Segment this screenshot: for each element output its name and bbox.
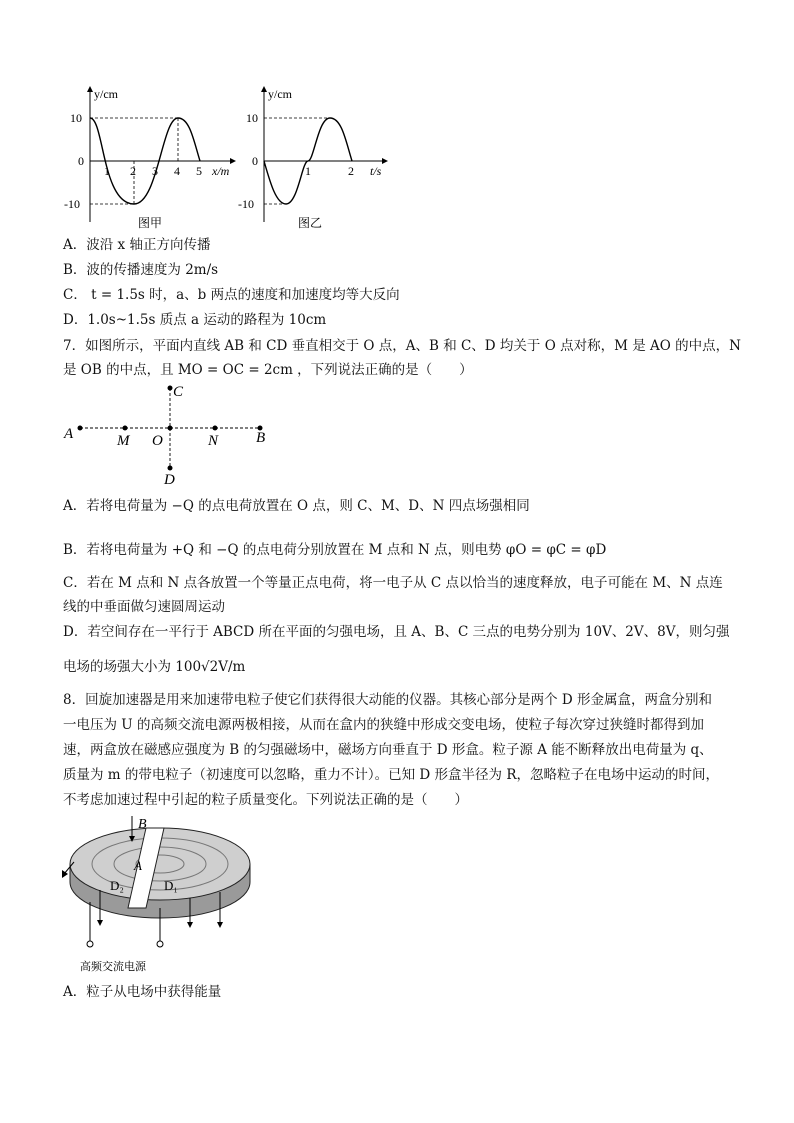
figure-caption: 图甲 <box>138 216 163 230</box>
q8-stem-line5: 不考虑加速过程中引起的粒子质量变化。下列说法正确的是（ ） <box>63 792 468 808</box>
source-a-label: A <box>134 858 142 873</box>
q8-stem-line3: 速，两盒放在磁感应强度为 B 的匀强磁场中，磁场方向垂直于 D 形盒。粒子源 A 能不断释放出电荷量为 q、 <box>63 742 713 758</box>
dee-d1-label: D₁ <box>164 878 178 893</box>
q7-option-c-line1: C．若在 M 点和 N 点各放置一个等量正点电荷，将一电子从 C 点以恰当的速度释放，电子可能在 M、N 点连 <box>63 575 723 591</box>
x-tick-2: 2 <box>130 164 136 178</box>
t-axis-label: t/s <box>370 164 382 178</box>
q7-option-a: A．若将电荷量为 −Q 的点电荷放置在 O 点，则 C、M、D、N 四点场强相同 <box>63 498 530 514</box>
t-tick-1: 1 <box>305 164 311 178</box>
y-axis-label: y/cm <box>268 87 292 101</box>
q7-option-b: B．若将电荷量为 +Q 和 −Q 的点电荷分别放置在 M 点和 N 点，则电势 φO = φC = φD <box>63 542 607 558</box>
y-tick-0: 0 <box>252 154 258 168</box>
y-tick-10: 10 <box>246 111 258 125</box>
x-tick-4: 4 <box>174 164 180 178</box>
q6-option-c: C． t = 1.5s 时，a、b 两点的速度和加速度均等大反向 <box>63 287 400 303</box>
q8-stem-line1: 8．回旋加速器是用来加速带电粒子使它们获得很大动能的仪器。其核心部分是两个 D 形金属盒，两盒分别和 <box>63 692 712 708</box>
q6-option-b: B．波的传播速度为 2m/s <box>63 262 219 278</box>
point-d-label: D <box>164 472 175 488</box>
q8-stem-line2: 一电压为 U 的高频交流电源两极相接，从而在盒内的狭缝中形成交变电场，使粒子每次穿过狭缝时都得到加 <box>63 717 704 733</box>
figure-caption: 图乙 <box>298 216 323 230</box>
wave-graph-x <box>60 82 240 232</box>
q7-stem-line1: 7．如图所示，平面内直线 AB 和 CD 垂直相交于 O 点，A、B 和 C、D 均关于 O 点对称，M 是 AO 的中点，N <box>63 338 741 354</box>
q7-option-d-line2: 电场的场强大小为 100√2V/m <box>63 659 246 675</box>
x-tick-5: 5 <box>196 164 202 178</box>
point-n-label: N <box>208 433 219 449</box>
q7-option-c-line2: 线的中垂面做匀速圆周运动 <box>63 599 225 615</box>
x-tick-3: 3 <box>152 164 158 178</box>
q7-point-diagram <box>60 380 280 490</box>
point-o-label: O <box>152 433 163 449</box>
y-axis-label: y/cm <box>94 87 118 101</box>
q7-stem-line2: 是 OB 的中点，且 MO = OC = 2cm ，下列说法正确的是（ ） <box>63 362 473 378</box>
power-source-caption: 高频交流电源 <box>80 961 146 973</box>
q8-stem-line4: 质量为 m 的带电粒子（初速度可以忽略，重力不计）。已知 D 形盒半径为 R，忽略粒子在电场中运动的时间， <box>63 767 719 783</box>
y-tick-10: 10 <box>70 111 82 125</box>
y-tick-0: 0 <box>78 154 84 168</box>
x-tick-1: 1 <box>104 164 110 178</box>
point-b-label: B <box>256 430 266 446</box>
point-m-label: M <box>117 433 130 449</box>
y-tick-neg10: -10 <box>64 197 80 211</box>
cyclotron-diagram <box>60 812 260 982</box>
point-c-label: C <box>173 384 184 400</box>
y-tick-neg10: -10 <box>238 197 254 211</box>
x-axis-label: x/m <box>212 164 230 178</box>
dee-d2-label: D₂ <box>110 878 124 893</box>
q6-option-a: A．波沿 x 轴正方向传播 <box>63 237 211 253</box>
field-b-label: B <box>138 817 147 832</box>
point-a-label: A <box>64 426 74 442</box>
t-tick-2: 2 <box>348 164 354 178</box>
q8-option-a: A．粒子从电场中获得能量 <box>63 984 222 1000</box>
vibration-graph-t <box>236 82 396 232</box>
q6-option-d: D．1.0s~1.5s 质点 a 运动的路程为 10cm <box>63 312 327 328</box>
q7-option-d-line1: D．若空间存在一平行于 ABCD 所在平面的匀强电场，且 A、B、C 三点的电势分别为 10V、2V、8V，则匀强 <box>63 624 730 640</box>
